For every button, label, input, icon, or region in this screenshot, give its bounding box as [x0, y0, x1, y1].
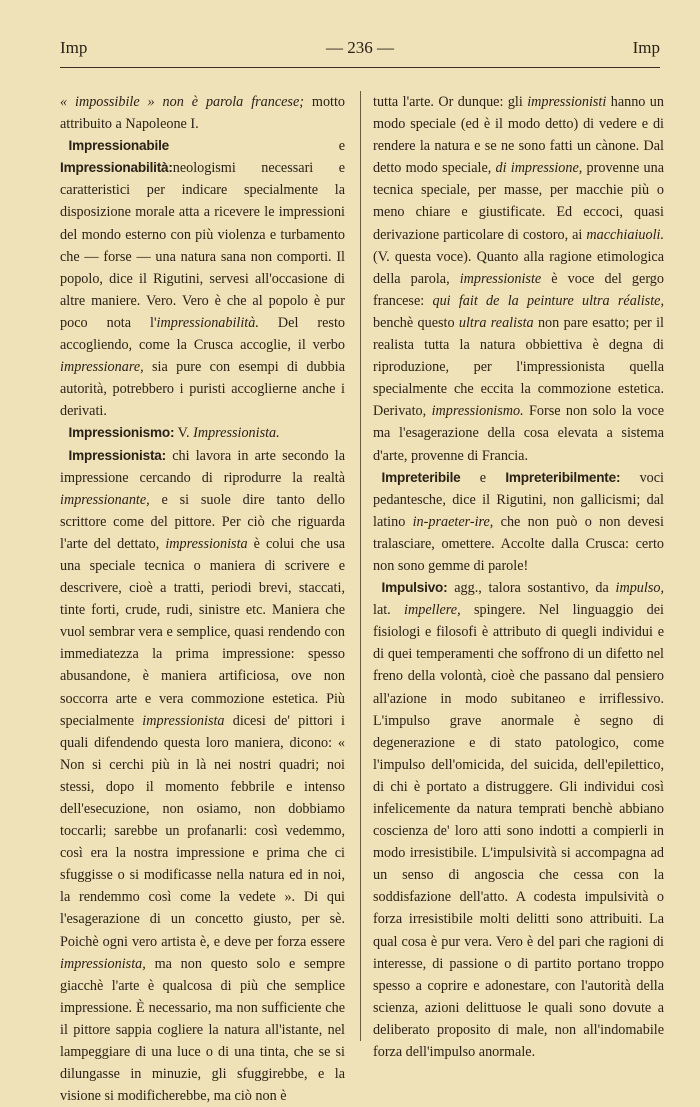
headword: Impreteribile	[382, 470, 461, 485]
impressionista-continuation: tutta l'arte. Or dunque: gli impressionisti hanno un modo speciale (ed è il modo detto) di vedere e di rendere la natura e se ne sono fatti un cànone. Dal detto modo speciale, di impressione, provenne una tecnica speciale, per masse, per macchie più o meno chiare e giustificate. Ed eccoci, quasi derivazione particolare di costoro, ai macchiaiuoli. (V. questa voce). Quanto alla ragione etimologica della parola, impressioniste è voce del gergo francese: qui fait de la peinture ultra réaliste, benchè questo ultra realista non pare esatto; per il realista tutta la natura obbiettiva è degna di riproduzione, per l'impressionista quella specialmente che eccita la commozione estetica. Derivato, impressionismo. Forse non solo la voce ma l'esagerazione della cosa elevata a sistema d'arte, provenne di Francia.	[373, 91, 664, 467]
headword: Impressionabile	[69, 138, 170, 153]
entry-impreteribile: Impreteribile e Impreteribilmente: voci pedantesche, dice il Rigutini, non gallicismi; dal latino in-praeter-ire, che non può o non devesi tralasciare, omettere. Accolte dalla Crusca: certo non sono gemme di parole!	[373, 467, 664, 577]
entry-impressionabile: Impressionabile e Impressionabilità:neologismi necessari e caratteristici per indicare specialmente la disposizione morale atta a ricevere le impressioni del mondo esterno con più violenza e turbamento che — forse — una natura sana non comporti. Il popolo, dice il Rigutini, servesi all'occasione di altre maniere. Vero. Vero è che al popolo è pur poco nota l'impressionabilità. Del resto accogliendo, come la Crusca accoglie, il verbo impressionare, sia pure con esempi di dubbia autorità, potrebbero i puristi accoglierne anche i derivati.	[60, 135, 345, 422]
column-divider	[360, 91, 361, 1041]
header-rule	[60, 67, 660, 68]
headword: Impressionista:	[69, 448, 166, 463]
page-number: — 236 —	[60, 38, 660, 58]
headword: Impressionabilità:	[60, 160, 173, 175]
headword: Impulsivo:	[382, 580, 448, 595]
headword: Impressionismo:	[69, 425, 175, 440]
header-right-guide-word: Imp	[633, 38, 660, 58]
header-left-guide-word: Imp	[60, 38, 87, 58]
entry-impressionista: Impressionista: chi lavora in arte secondo la impressione cercando di riprodurre la realtà impressionante, e si suole dire tanto dello scrittore come del pittore. Per ciò che riguarda l'arte del dettato, impressionista è colui che usa una speciale tecnica o maniera di scrivere e descrivere, cioè a tratti, periodi brevi, staccati, tinte forti, crude, rudi, sinistre etc. Maniera che vuol sembrar vera e semplice, quasi rendendo con immediatezza la prima impressione: spesso abusandone, è maniera artificiosa, ove non soccorra arte e vera commozione estetica. Più specialmente impressionista dicesi de' pittori i quali difendendo questa loro maniera, dicono: « Non si cerchi più in là nei nostri quadri; noi stessi, dopo il momento febbrile e intenso dell'esecuzione, non osiamo, non dobbiamo toccarli; sarebbe un profanarli: così vedemmo, così era la nostra impressione e prima che ci sfuggisse o si modificasse nella natura ed in noi, la rendemmo così come la vedete ». Di qui l'esagerazione di un concetto giusto, per sè. Poichè ogni vero artista è, e deve per forza essere impressionista, ma non questo solo e sempre giacchè l'arte è qualcosa di più che semplice impressione. È necessario, ma non sufficiente che il pittore sappia cogliere la natura all'istante, nel lampeggiare di una luce o di una tinta, che se si dilungasse in minuzie, gli sfuggirebbe, e la visione si modificherebbe, ma ciò non è	[60, 445, 345, 1107]
headword: Impreteribilmente:	[505, 470, 620, 485]
left-column	[60, 91, 345, 1107]
right-column	[373, 91, 664, 1063]
entry-impulsivo: Impulsivo: agg., talora sostantivo, da impulso, lat. impellere, spingere. Nel linguaggio dei fisiologi e filosofi è attributo di quegli individui e di quei temperamenti che soffrono di un difetto nel freno della volontà, cioè che passano dal pensiero all'azione in modo subitaneo e irriflessivo. L'impulso grave anormale è segno di degenerazione e di stato patologico, come l'impulso dell'omicida, del suicida, dell'epilettico, di chi è portato a distruggere. Gli individui così infelicemente da natura temprati benchè abbiano coscienza de' loro atti sono indotti a compierli in modo irresistibile. L'impulsività si accompagna ad un senso di angoscia che cessa con la soddisfazione dell'atto. A codesta impulsività o forza irresistibile molti delitti sono attribuiti. La qual cosa è pur vera. Vero è del pari che ragioni di interesse, di passione o di partito portano troppo spesso a coprire e adonestare, con l'autorità della scienza, azioni delittuose le quali sono dovute a deliberato proposito di male, non all'indomabile forza dell'impulso anormale.	[373, 577, 664, 1063]
entry-impressionismo: Impressionismo: V. Impressionista.	[60, 422, 345, 444]
intro-continuation: « impossibile » non è parola francese; motto attribuito a Napoleone I.	[60, 91, 345, 135]
running-header	[60, 38, 660, 64]
